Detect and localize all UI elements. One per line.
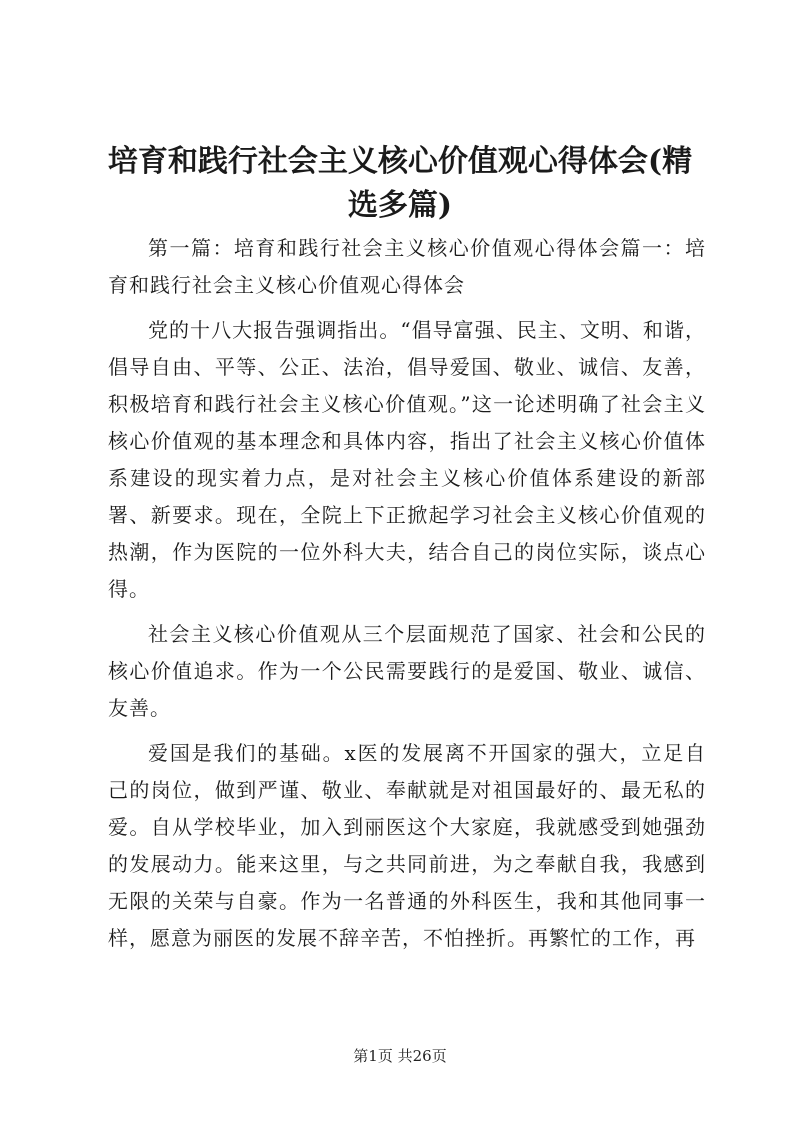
paragraph-3: 社会主义核心价值观从三个层面规范了国家、社会和公民的核心价值追求。作为一个公民需要践行的是爱国、敬业、诚信、友善。 <box>108 622 706 720</box>
document-body <box>108 230 706 965</box>
paragraph-2: 党的十八大报告强调指出。“倡导富强、民主、文明、和谐，倡导自由、平等、公正、法治，倡导爱国、敬业、诚信、友善，积极培育和践行社会主义核心价值观。”这一论述明确了社会主义核心价值观的基本理念和具体内容，指出了社会主义核心价值体系建设的现实着力点，是对社会主义核心价值体系建设的新部署、新要求。现在，全院上下正掀起学习社会主义核心价值观的热潮，作为医院的一位外科大夫，结合自己的岗位实际，谈点心得。 <box>108 318 706 601</box>
page-number-label: 第1页 共26页 <box>353 1047 447 1065</box>
document-title: 培育和践行社会主义核心价值观心得体会(精选多篇) <box>107 144 693 223</box>
page-footer <box>0 1046 800 1066</box>
paragraph-4: 爱国是我们的基础。x医的发展离不开国家的强大，立足自己的岗位，做到严谨、敬业、奉献就是对祖国最好的、最无私的爱。自从学校毕业，加入到丽医这个大家庭，我就感受到她强劲的发展动力。能来这里，与之共同前进，为之奉献自我，我感到无限的关荣与自豪。作为一名普通的外科医生，我和其他同事一样，愿意为丽医的发展不辞辛苦，不怕挫折。再繁忙的工作，再 <box>108 741 706 950</box>
paragraph-1: 第一篇：培育和践行社会主义核心价值观心得体会篇一：培育和践行社会主义核心价值观心得体会 <box>108 236 706 297</box>
